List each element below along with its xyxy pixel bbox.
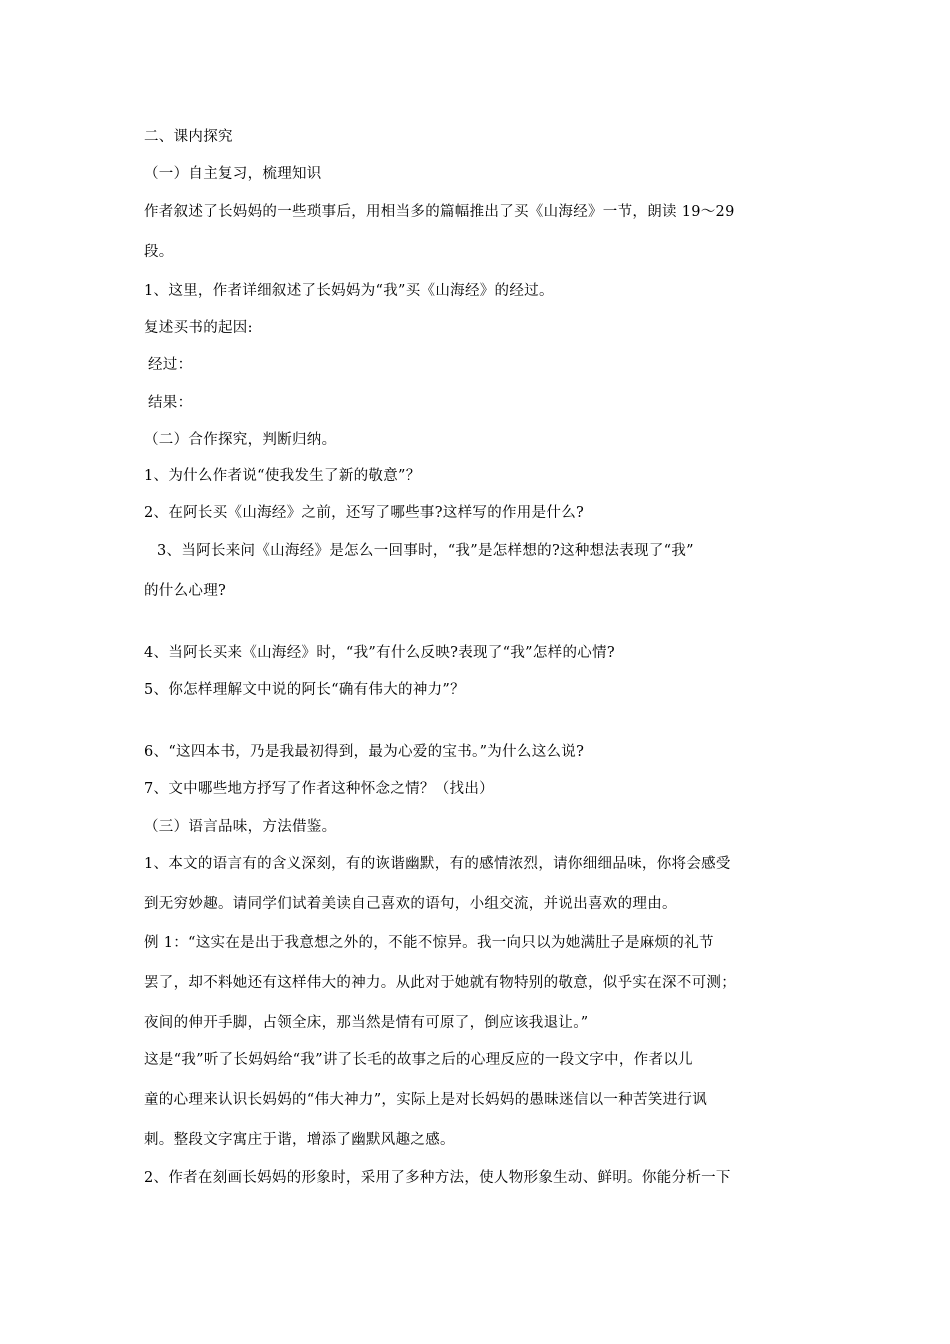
example-line: 罢了，却不料她还有这样伟大的神力。从此对于她就有物特别的敬意，似乎实在深不可测； (144, 975, 736, 991)
question-line: 的什么心理? (144, 583, 227, 599)
paragraph-line: 这是“我”听了长妈妈给“我”讲了长毛的故事之后的心理反应的一段文字中，作者以儿 (144, 1052, 693, 1068)
section-heading: 二、课内探究 (144, 129, 233, 145)
paragraph-line: 结果： (148, 395, 193, 411)
paragraph-line: 作者叙述了长妈妈的一些琐事后，用相当多的篇幅推出了买《山海经》一节，朗读 19～29 (144, 204, 735, 220)
paragraph-line: 童的心理来认识长妈妈的“伟大神力”，实际上是对长妈妈的愚昧迷信以一种苦笑进行讽 (144, 1092, 708, 1108)
question-line: 1、这里，作者详细叙述了长妈妈为“我”买《山海经》的经过。 (144, 283, 554, 299)
paragraph-line: 刺。整段文字寓庄于谐，增添了幽默风趣之感。 (144, 1132, 455, 1148)
paragraph-line: 复述买书的起因: (144, 320, 253, 336)
subsection-heading: （二）合作探究，判断归纳。 (144, 432, 337, 448)
paragraph-line: 段。 (144, 244, 174, 260)
subsection-heading: （三）语言品味，方法借鉴。 (144, 819, 337, 835)
question-line: 2、在阿长买《山海经》之前，还写了哪些事?这样写的作用是什么? (144, 505, 585, 521)
paragraph-line: 1、本文的语言有的含义深刻，有的诙谐幽默，有的感情浓烈，请你细细品味，你将会感受 (144, 856, 731, 872)
question-line: 1、为什么作者说“使我发生了新的敬意”？ (144, 468, 421, 484)
question-line: 7、文中哪些地方抒写了作者这种怀念之情？（找出） (144, 781, 494, 797)
paragraph-line: 2、作者在刻画长妈妈的形象时，采用了多种方法，使人物形象生动、鲜明。你能分析一下 (144, 1170, 731, 1186)
paragraph-line: 到无穷妙趣。请同学们试着美读自己喜欢的语句，小组交流，并说出喜欢的理由。 (144, 896, 677, 912)
question-line: 4、当阿长买来《山海经》时，“我”有什么反映?表现了“我”怎样的心情? (144, 645, 615, 661)
subsection-heading: （一）自主复习，梳理知识 (144, 166, 322, 182)
example-line: 夜间的伸开手脚，占领全床，那当然是情有可原了，倒应该我退让。” (144, 1015, 589, 1031)
question-line: 6、“这四本书，乃是我最初得到，最为心爱的宝书。”为什么这么说? (144, 744, 585, 760)
question-line: 5、你怎样理解文中说的阿长“确有伟大的神力”？ (144, 682, 465, 698)
question-line: 3、当阿长来问《山海经》是怎么一回事时，“我”是怎样想的?这种想法表现了“我” (157, 543, 694, 559)
example-line: 例 1：“这实在是出于我意想之外的，不能不惊异。我一向只以为她满肚子是麻烦的礼节 (144, 935, 714, 951)
paragraph-line: 经过： (148, 357, 193, 373)
